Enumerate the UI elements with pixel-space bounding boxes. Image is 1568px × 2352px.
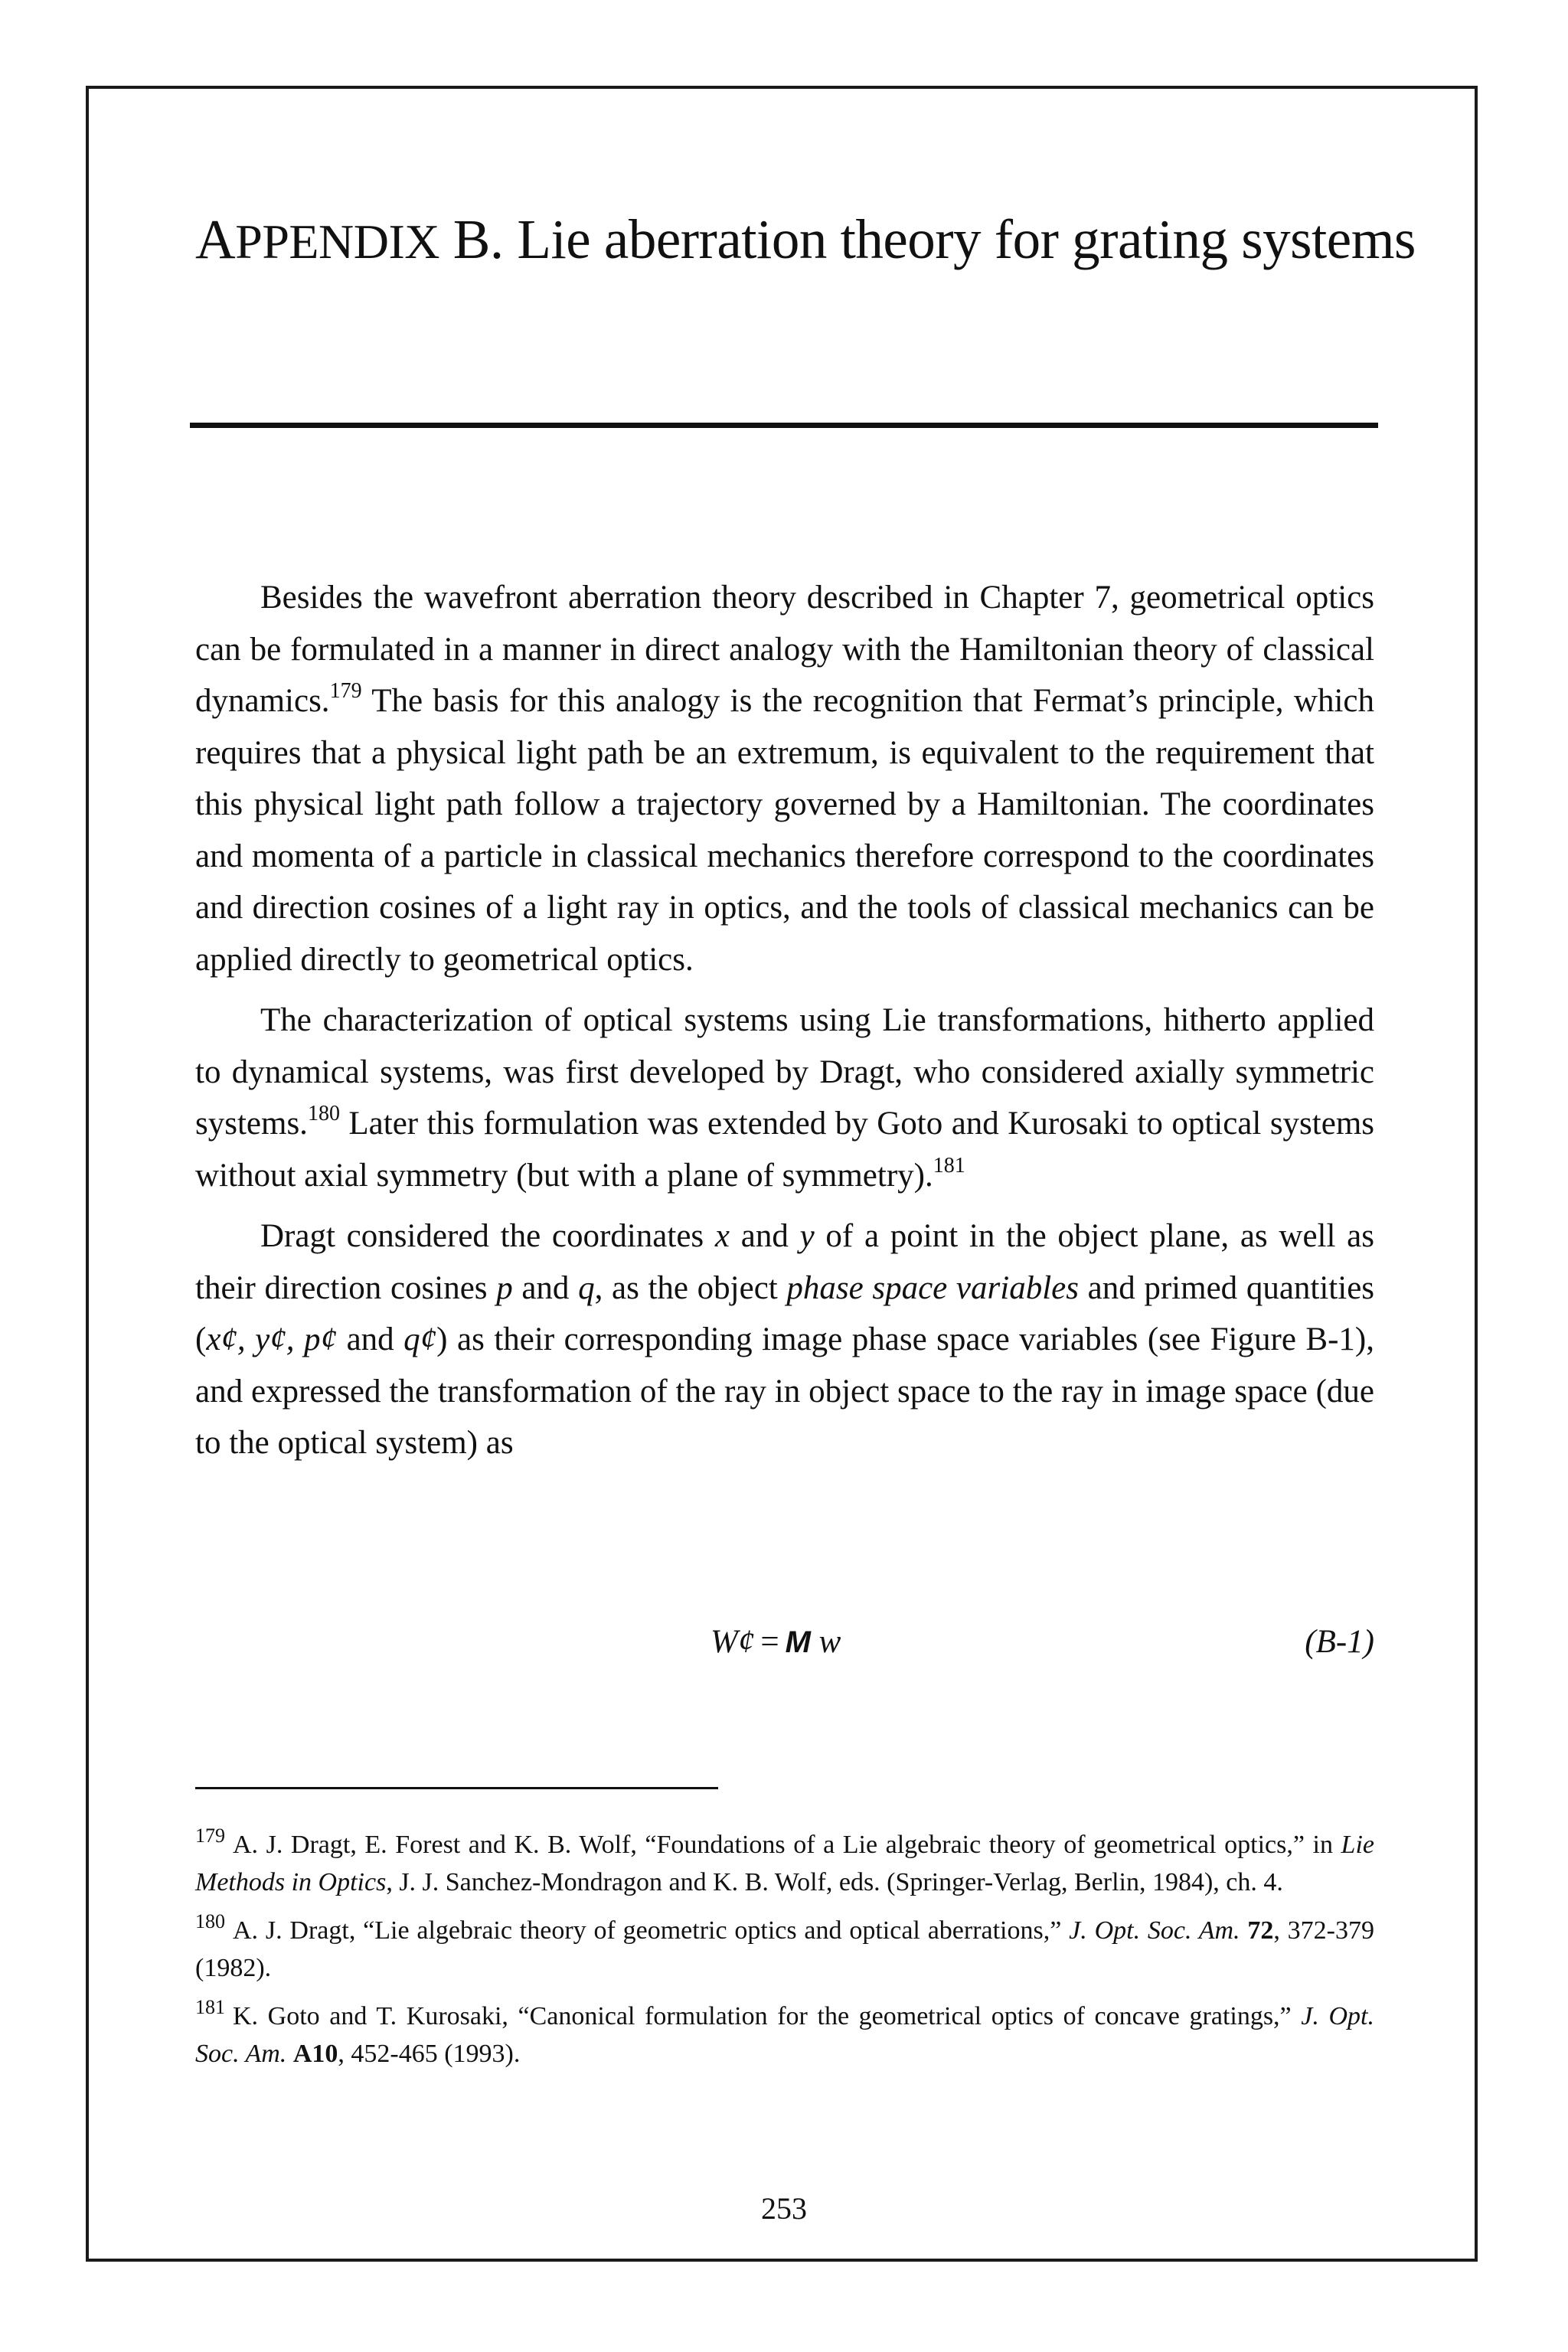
footnote-ref-181[interactable]: 181 (933, 1153, 965, 1178)
footnote-divider (195, 1787, 718, 1789)
equation-b1 (195, 1619, 1374, 1665)
title-initial: A (195, 208, 236, 270)
title-smallcaps: PPENDIX (235, 214, 439, 269)
footnotes (195, 1826, 1374, 2083)
paragraph-3: Dragt considered the coordinates x and y of a point in the object plane, as well as their direction cosines p and q, as the object phase space variables and primed quantities (x¢, y¢, p¢ and q¢) as their corresponding image phase space variables (see Figure B-1), and expressed the transformation of the ray in object space to the ray in image space (due to the optical system) as (195, 1218, 1375, 1461)
equation-label: (B-1) (1305, 1624, 1374, 1660)
title-divider (190, 423, 1378, 428)
phase-space-term: phase space variables (786, 1269, 1079, 1306)
appendix-title (195, 201, 1420, 281)
footnote-180: $^{180}$ A. J. Dragt, “Lie algebraic theory of geometric optics and optical aberrations,” J. Opt. Soc. Am. 72, 372-379 (1982). (195, 1910, 1375, 1982)
footnote-ref-180[interactable]: 180 (307, 1102, 340, 1125)
footnote-179: $^{179}$ A. J. Dragt, E. Forest and K. B. Wolf, “Foundations of a Lie algebraic theory of geometrical optics,” in Lie Methods in Optics, J. J. Sanchez-Mondragon and K. B. Wolf, eds. (Springer-Verlag, Berlin, 1984), ch. 4. (195, 1824, 1374, 1896)
equation-expression: W¢ = M w (710, 1624, 841, 1660)
footnote-ref-179[interactable]: 179 (329, 679, 362, 703)
footnote-181: $^{181}$ K. Goto and T. Kurosaki, “Canonical formulation for the geometrical optics of concave gratings,” J. Opt. Soc. Am. A10, 452-465 (1993). (195, 1996, 1374, 2068)
title-rest: B. Lie aberration theory for grating systems (439, 208, 1416, 270)
paragraph-2: The characterization of optical systems using Lie transformations, hitherto applied to dynamical systems, was first developed by Dragt, who considered axially symmetric systems.$^{180}$ Later this formulation was extended by Goto and Kurosaki to optical systems without axial symmetry (but with a plane of symmetry).$^{181}$ (195, 1002, 1374, 1194)
body-text (195, 572, 1374, 1478)
paragraph-1: Besides the wavefront aberration theory described in Chapter 7, geometrical optics can be formulated in a manner in direct analogy with the Hamiltonian theory of classical dynamics.$^{179}$ The basis for this analogy is the recognition that Fermat’s principle, which requires that a physical light path be an extremum, is equivalent to the requirement that this physical light path follow a trajectory governed by a Hamiltonian. The coordinates and momenta of a particle in classical mechanics therefore correspond to the coordinates and direction cosines of a light ray in optics, and the tools of classical mechanics can be applied directly to geometrical optics. (195, 580, 1374, 978)
page-number: 253 (761, 2191, 807, 2226)
